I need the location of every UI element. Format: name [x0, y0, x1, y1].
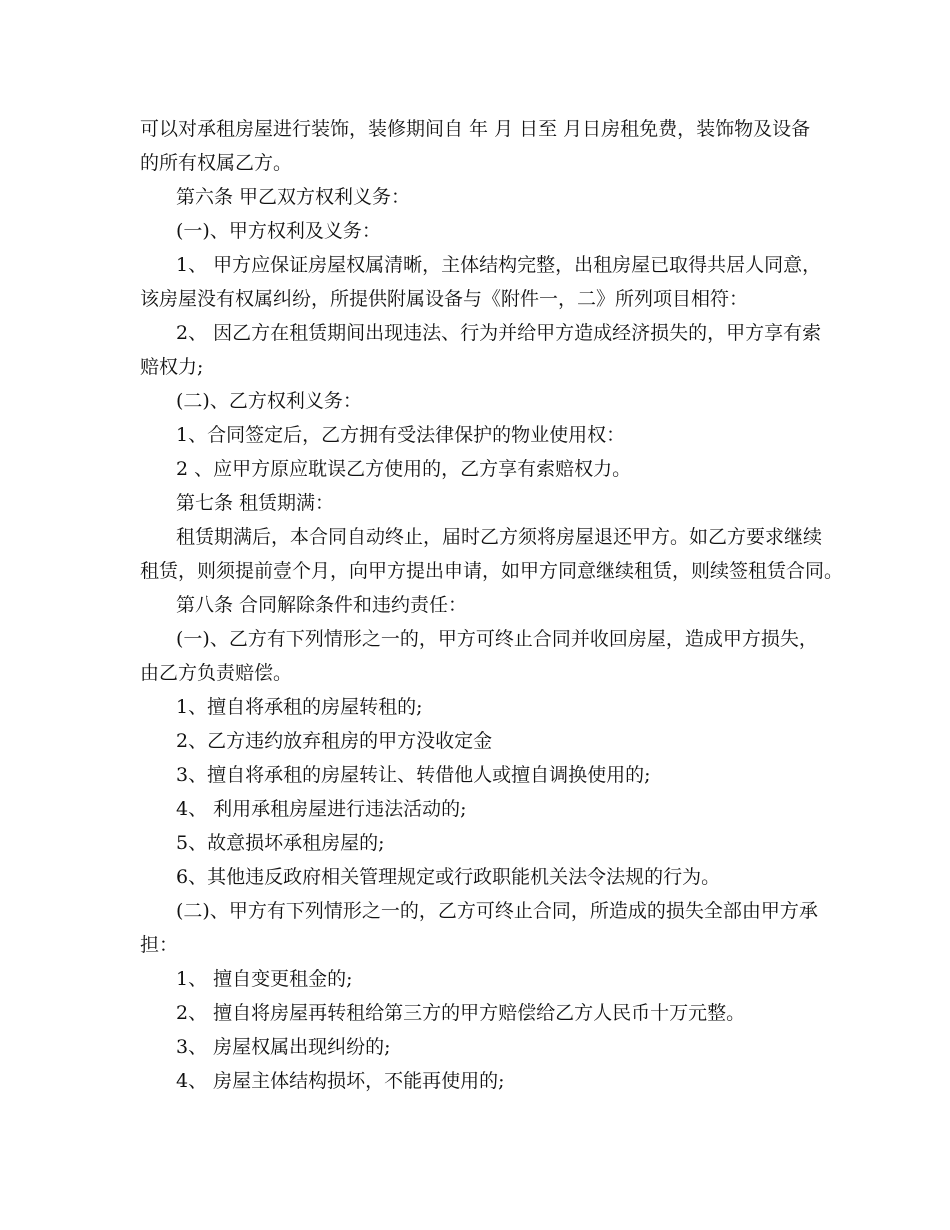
article-heading: 第六条 甲乙双方权利义务：: [176, 186, 411, 208]
section-heading: (二)、甲方有下列情形之一的，乙方可终止合同，所造成的损失全部由甲方承: [176, 900, 818, 922]
clause-line: 4、 利用承租房屋进行违法活动的;: [176, 798, 467, 820]
clause-line: 2、乙方违约放弃租房的甲方没收定金: [176, 730, 493, 752]
clause-line: 1、 擅自变更租金的;: [176, 968, 353, 990]
paragraph-line: 可以对承租房屋进行装饰，装修期间自 年 月 日至 月日房租免费，装饰物及设备: [140, 118, 811, 140]
paragraph-line: 由乙方负责赔偿。: [140, 662, 293, 684]
clause-line: 该房屋没有权属纠纷，所提供附属设备与《附件一，二》所列项目相符：: [140, 288, 749, 310]
contract-text: [140, 112, 844, 1098]
clause-line: 1、 甲方应保证房屋权属清晰，主体结构完整，出租房屋已取得共居人同意，: [176, 254, 822, 276]
section-heading: (二)、乙方权利义务：: [176, 390, 362, 412]
paragraph-line: 租赁，则须提前壹个月，向甲方提出申请，如甲方同意继续租赁，则续签租赁合同。: [140, 560, 844, 582]
article-heading: 第八条 合同解除条件和违约责任：: [176, 594, 468, 616]
clause-line: 3、擅自将承租的房屋转让、转借他人或擅自调换使用的;: [176, 764, 651, 786]
paragraph-line: 租赁期满后，本合同自动终止，届时乙方须将房屋退还甲方。如乙方要求继续: [176, 526, 823, 548]
paragraph-line: 担：: [140, 934, 179, 956]
clause-line: 1、擅自将承租的房屋转租的;: [176, 696, 423, 718]
clause-line: 3、 房屋权属出现纠纷的;: [176, 1036, 391, 1058]
clause-line: 4、 房屋主体结构损坏，不能再使用的;: [176, 1070, 505, 1092]
clause-line: 5、故意损坏承租房屋的;: [176, 832, 385, 854]
clause-line: 2 、应甲方原应耽误乙方使用的，乙方享有索赔权力。: [176, 458, 632, 480]
clause-line: 6、其他违反政府相关管理规定或行政职能机关法令法规的行为。: [176, 866, 721, 888]
article-heading: 第七条 租赁期满：: [176, 492, 335, 514]
clause-line: 1、合同签定后，乙方拥有受法律保护的物业使用权：: [176, 424, 626, 446]
clause-line: 赔权力;: [140, 356, 204, 378]
clause-line: 2、 因乙方在租赁期间出现违法、行为并给甲方造成经济损失的，甲方享有索: [176, 322, 822, 344]
section-heading: (一)、乙方有下列情形之一的，甲方可终止合同并收回房屋，造成甲方损失，: [176, 628, 818, 650]
clause-line: 2、 擅自将房屋再转租给第三方的甲方赔偿给乙方人民币十万元整。: [176, 1002, 746, 1024]
paragraph-line: 的所有权属乙方。: [140, 152, 293, 174]
section-heading: (一)、甲方权利及义务：: [176, 220, 381, 242]
